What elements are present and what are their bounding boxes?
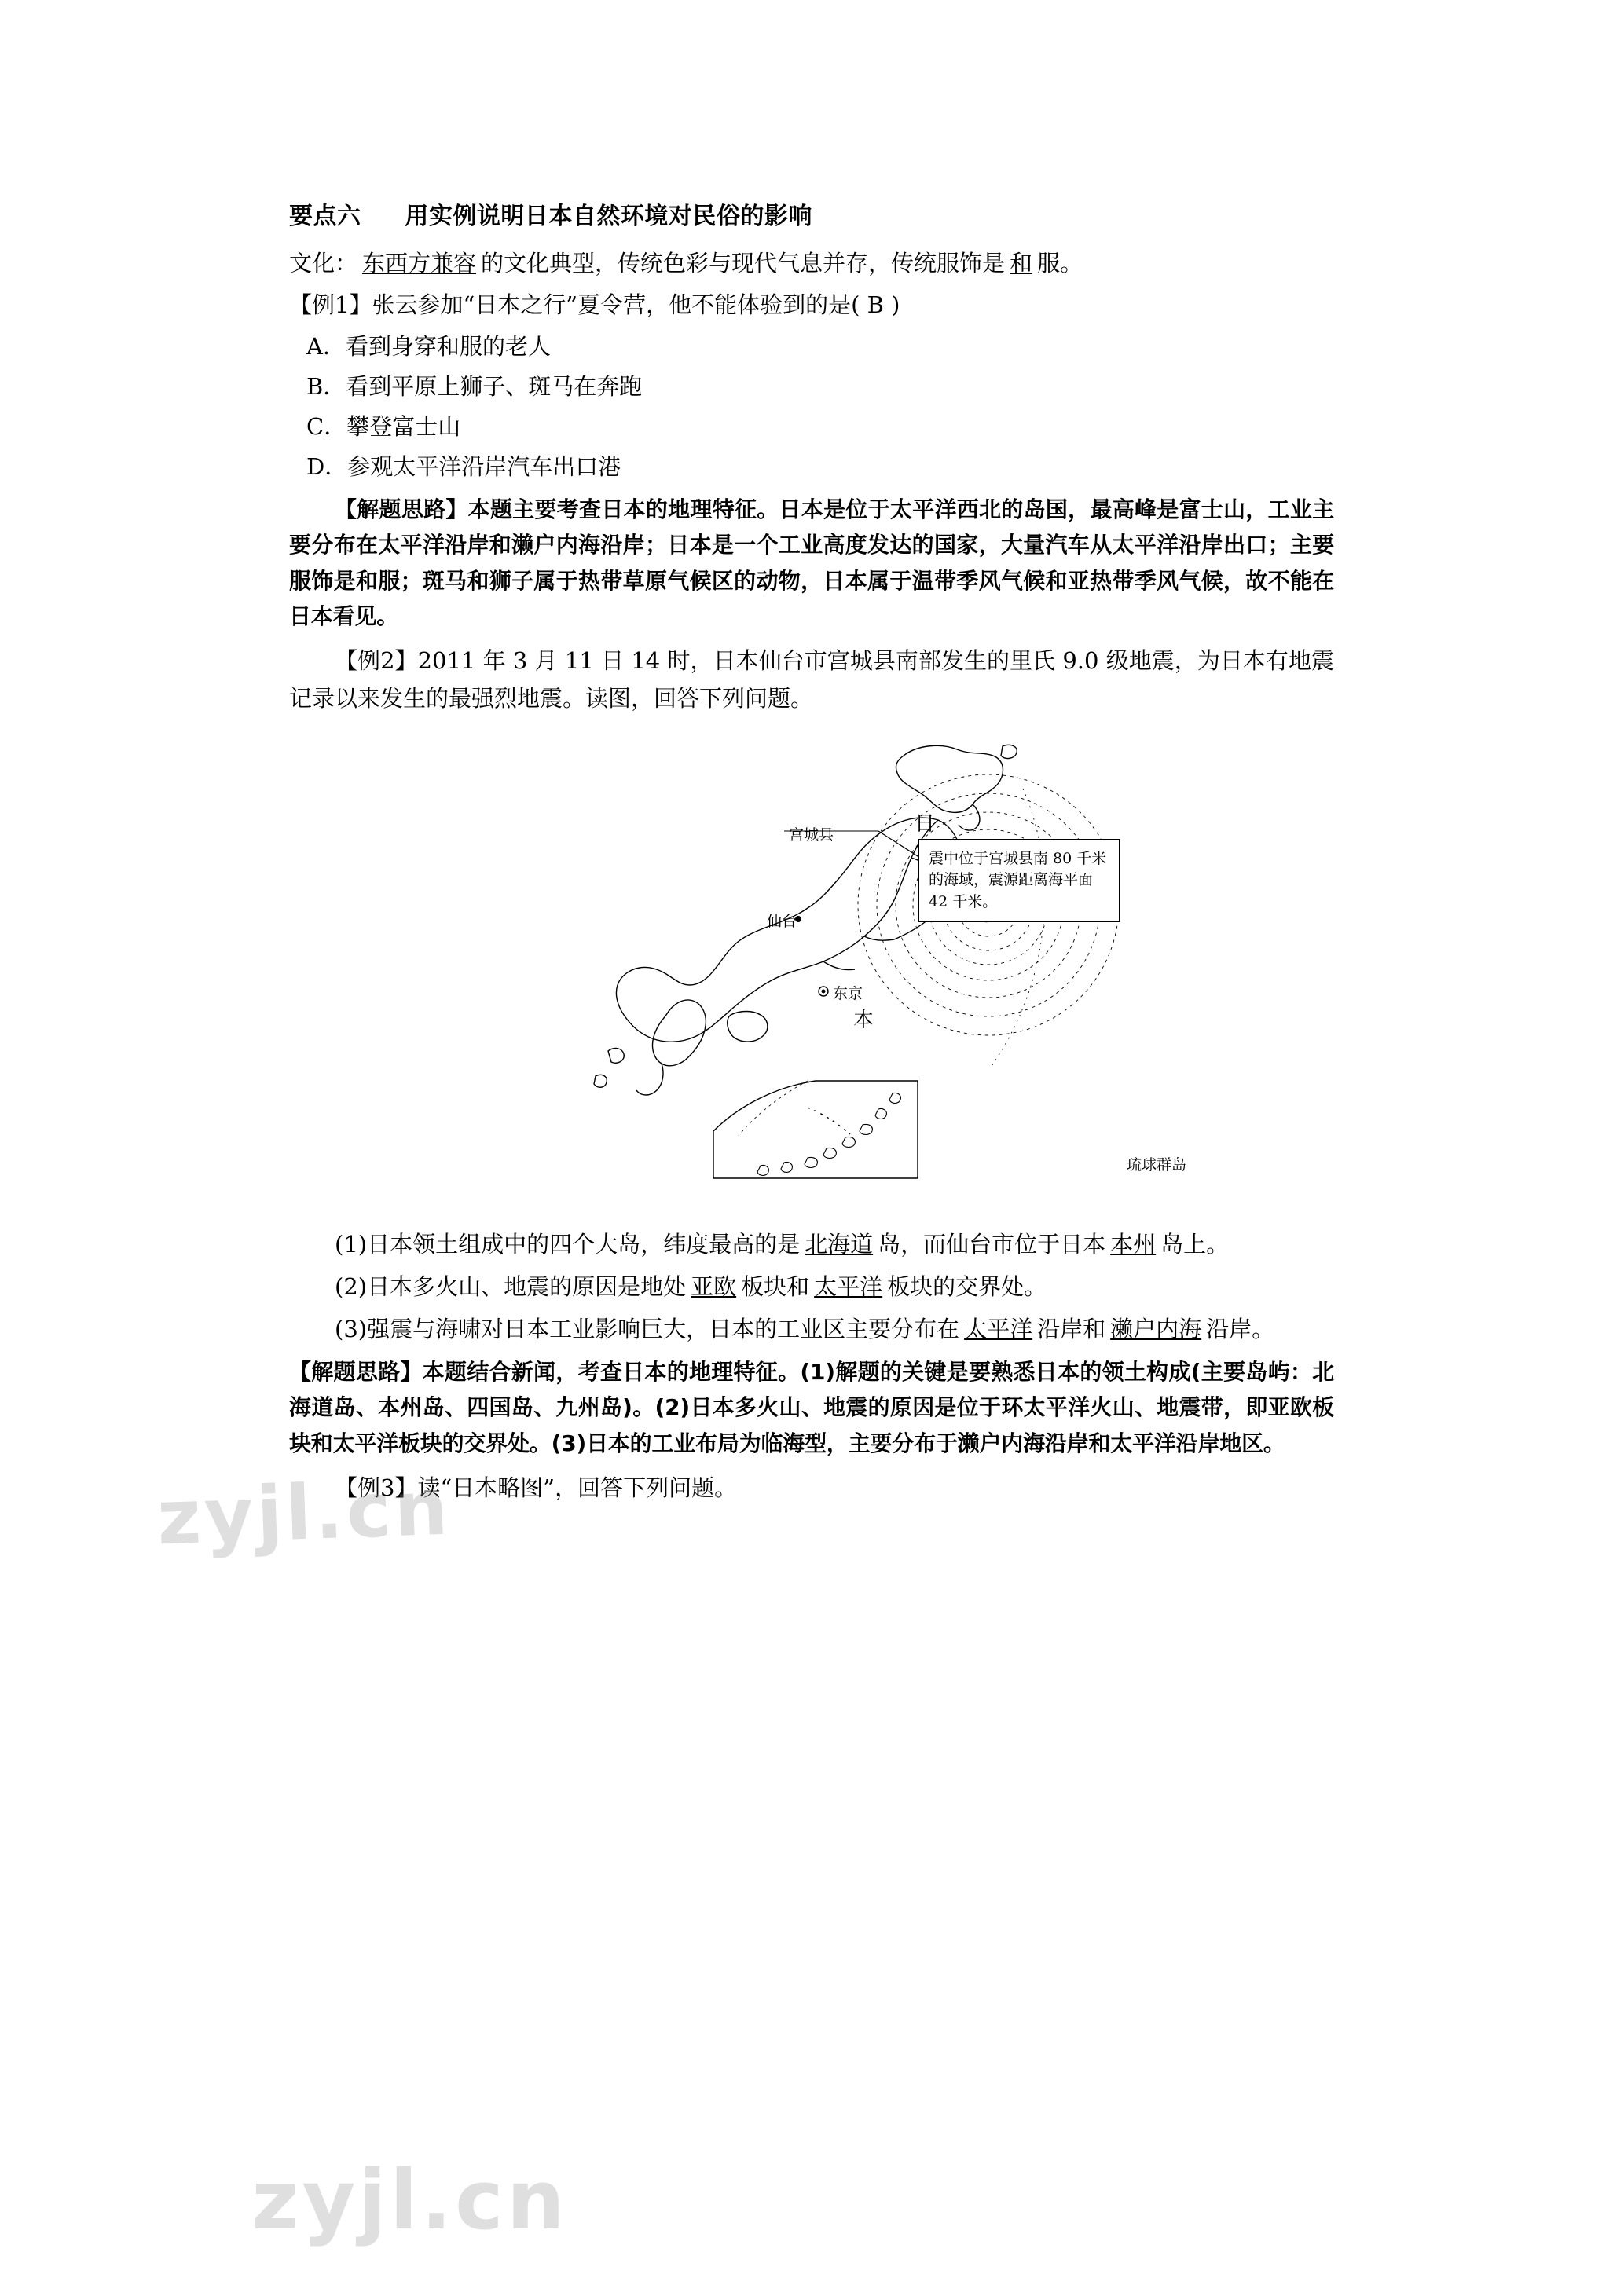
label-miyagi: 宫城县 bbox=[789, 826, 834, 844]
q3-text-3: 沿岸。 bbox=[1206, 1315, 1275, 1342]
example2-question-1 bbox=[289, 1225, 1334, 1263]
q1-answer-2: 本州 bbox=[1110, 1230, 1157, 1258]
q1-text-3: 岛上。 bbox=[1160, 1230, 1230, 1258]
example2-question-3 bbox=[289, 1310, 1334, 1348]
section-heading-title: 用实例说明日本自然环境对民俗的影响 bbox=[405, 203, 812, 230]
q3-answer-2: 濑户内海 bbox=[1110, 1315, 1202, 1342]
culture-middle: 的文化典型，传统色彩与现代气息并存，传统服饰是 bbox=[481, 250, 1006, 276]
culture-suffix: 服。 bbox=[1037, 250, 1083, 276]
label-ryukyu: 琉球群岛 bbox=[1127, 1155, 1187, 1174]
q2-text-2: 板块和 bbox=[741, 1273, 810, 1300]
document-content bbox=[289, 196, 1334, 1510]
watermark-top: zyjl.cn bbox=[156, 1463, 453, 1562]
label-japan-sea: 日 bbox=[915, 811, 936, 836]
q3-text-2: 沿岸和 bbox=[1037, 1315, 1106, 1342]
q3-text-1: (3)强震与海啸对日本工业影响巨大，日本的工业区主要分布在 bbox=[335, 1315, 960, 1342]
example1-option-c: C．攀登富士山 bbox=[306, 412, 461, 440]
example3-stem: 【例3】读“日本略图”，回答下列问题。 bbox=[335, 1474, 738, 1501]
q1-text-1: (1)日本领土组成中的四个大岛，纬度最高的是 bbox=[335, 1230, 801, 1258]
example1-option-a: A．看到身穿和服的老人 bbox=[306, 332, 551, 360]
example1-analysis: 【解题思路】本题主要考查日本的地理特征。日本是位于太平洋西北的岛国，最高峰是富士山，工业主要分布在太平洋沿岸和濑户内海沿岸；日本是一个工业高度发达的国家，大量汽车从太平洋沿岸出口；主要服饰是和服；斑马和狮子属于热带草原气候区的动物，日本属于温带季风气候和亚热带季风气候，故不能在日本看见。 bbox=[289, 496, 1334, 629]
example2-question-2 bbox=[289, 1268, 1334, 1305]
q2-answer-1: 亚欧 bbox=[691, 1273, 737, 1300]
q3-answer-1: 太平洋 bbox=[964, 1315, 1033, 1342]
q1-answer-1: 北海道 bbox=[805, 1230, 874, 1258]
culture-line bbox=[289, 245, 1334, 282]
q1-text-2: 岛，而仙台市位于日本 bbox=[878, 1230, 1106, 1258]
japan-map-svg bbox=[289, 738, 1334, 1210]
q2-answer-2: 太平洋 bbox=[814, 1273, 883, 1300]
example1-stem: 【例1】张云参加“日本之行”夏令营，他不能体验到的是( B ) bbox=[289, 291, 900, 318]
culture-fill-2: 和 bbox=[1010, 250, 1033, 276]
example1-option-b: B．看到平原上狮子、斑马在奔跑 bbox=[306, 372, 643, 400]
section-heading-label: 要点六 bbox=[289, 203, 361, 230]
q2-text-3: 板块的交界处。 bbox=[887, 1273, 1047, 1300]
section-heading bbox=[289, 196, 1334, 231]
culture-fill-1: 东西方兼容 bbox=[362, 250, 477, 276]
example1-option-d: D．参观太平洋沿岸汽车出口港 bbox=[306, 452, 621, 480]
watermark-bottom: zyjl.cn bbox=[251, 2152, 568, 2248]
label-tokyo: 东京 bbox=[833, 984, 863, 1002]
example2-analysis: 【解题思路】本题结合新闻，考查日本的地理特征。(1)解题的关键是要熟悉日本的领土构成(主要岛屿：北海道岛、本州岛、四国岛、九州岛)。(2)日本多火山、地震的原因是位于环太平洋火山、地震带，即亚欧板块和太平洋板块的交界处。(3)日本的工业布局为临海型，主要分布于濑户内海沿岸和太平洋沿岸地区。 bbox=[289, 1358, 1334, 1456]
epicenter-callout: 震中位于宫城县南 80 千米的海域，震源距离海平面 42 千米。 bbox=[918, 839, 1120, 923]
label-sendai: 仙台 bbox=[767, 912, 797, 930]
q2-text-1: (2)日本多火山、地震的原因是地处 bbox=[335, 1273, 687, 1300]
japan-earthquake-map-figure bbox=[289, 738, 1334, 1210]
example2-stem: 【例2】2011 年 3 月 11 日 14 时，日本仙台市宫城县南部发生的里氏 9.0 级地震，为日本有地震记录以来发生的最强烈地震。读图，回答下列问题。 bbox=[289, 647, 1334, 712]
label-japan-ben: 本 bbox=[853, 1008, 874, 1032]
culture-prefix: 文化： bbox=[289, 250, 358, 276]
